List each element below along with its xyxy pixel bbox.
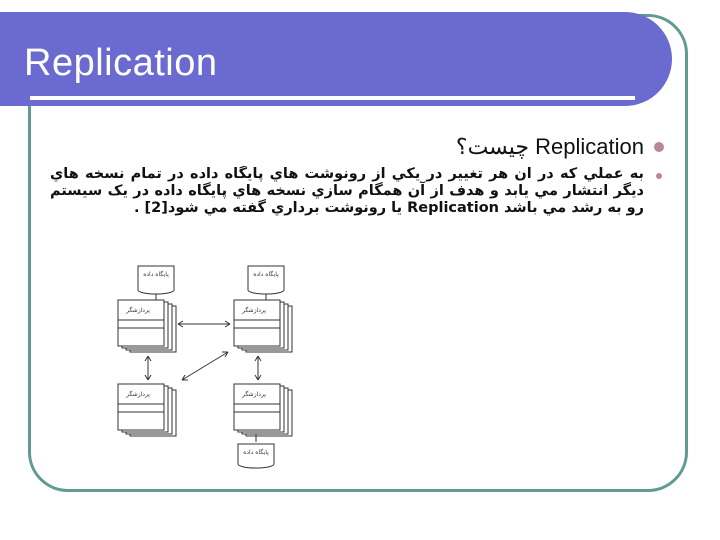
processor-label: پردازشگر	[126, 307, 150, 314]
db-label-top-left: پایگاه داده	[143, 271, 169, 278]
slide-title: Replication	[24, 42, 218, 84]
replication-diagram	[108, 262, 308, 472]
bullet-heading	[50, 134, 680, 160]
bullet-heading-text: Replication چيست؟	[455, 134, 644, 159]
processor-stack-bottom-left	[118, 384, 176, 436]
bullet-body-text: به عملي كه در آن هر تغيير در يكي از رونوشت هاي پايگاه داده در تمام نسخه هاي ديگر انتشار مي يابد و هدف از آن همگام سازي نسخه هاي پايگاه داده در يک سيستم رو به رشد مي باشد Replication يا	[50, 166, 644, 216]
processor-label: پردازشگر	[126, 391, 150, 398]
database-icon	[248, 266, 284, 294]
processor-stack-top-right	[234, 300, 292, 352]
database-icon	[238, 444, 274, 468]
bullet-body-bold: رونوشت برداري گفته مي شود[2] .	[133, 200, 387, 216]
title-bar	[0, 12, 672, 106]
processor-label: پردازشگر	[242, 307, 266, 314]
slide-content	[50, 134, 680, 236]
processor-stack-bottom-right	[234, 384, 292, 436]
title-underline	[30, 96, 635, 100]
diagram-svg	[108, 262, 308, 472]
sub-bullet-dot-icon	[656, 173, 662, 179]
db-label-top-right: پایگاه داده	[253, 271, 279, 278]
processor-label: پردازشگر	[242, 391, 266, 398]
processor-stack-top-left	[118, 300, 176, 352]
database-icon	[138, 266, 174, 294]
bullet-dot-icon	[654, 142, 664, 152]
bullet-body	[50, 166, 680, 236]
db-label-bottom-right: پایگاه داده	[243, 449, 269, 456]
